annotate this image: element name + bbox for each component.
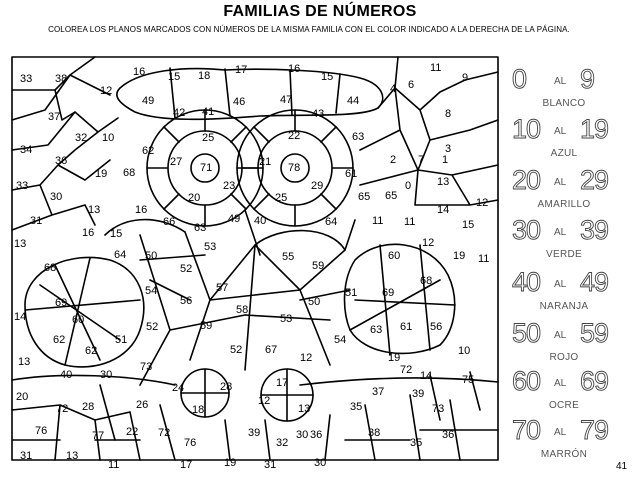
region-number: 9 [462, 72, 469, 84]
legend-item-rojo [508, 316, 620, 366]
region-number: 40 [60, 369, 73, 381]
region-number: 65 [385, 190, 398, 202]
region-number: 23 [223, 180, 236, 192]
region-number: 75 [462, 374, 475, 386]
legend-color-name: OCRE [548, 400, 580, 411]
region-number: 16 [135, 204, 148, 216]
region-number: 12 [258, 395, 271, 407]
region-number: 4 [390, 83, 397, 95]
region-number: 46 [233, 96, 246, 108]
region-number: 13 [66, 450, 79, 462]
legend-item-blanco [508, 62, 620, 112]
region-number: 52 [230, 344, 243, 356]
region-number: 16 [82, 227, 95, 239]
region-number: 49 [228, 213, 241, 225]
region-number: 64 [114, 249, 127, 261]
legend-item-ocre [508, 364, 620, 414]
region-number: 12 [300, 352, 313, 364]
region-number: 22 [288, 130, 301, 142]
range-connector: AL [554, 126, 567, 137]
range-end: 49 [580, 267, 609, 297]
region-number: 20 [16, 391, 29, 403]
region-number: 50 [308, 296, 321, 308]
legend-item-naranja [508, 265, 620, 315]
region-number: 26 [136, 399, 149, 411]
region-number: 16 [288, 63, 301, 75]
region-number: 43 [312, 108, 325, 120]
region-number: 69 [382, 287, 395, 299]
region-number: 15 [462, 219, 475, 231]
legend-color-name: MARRÓN [540, 449, 588, 460]
region-number: 12 [476, 197, 489, 209]
range-end: 59 [580, 318, 609, 348]
region-number: 44 [347, 95, 360, 107]
legend-color-name: ROJO [549, 352, 579, 363]
range-connector: AL [554, 330, 567, 341]
region-number: 53 [280, 313, 293, 325]
range-end: 69 [580, 366, 609, 396]
region-number: 13 [18, 356, 31, 368]
region-number: 72 [400, 364, 413, 376]
region-number: 67 [265, 344, 278, 356]
region-number: 62 [85, 345, 98, 357]
region-number: 12 [100, 85, 113, 97]
region-number: 31 [264, 459, 277, 471]
region-number: 32 [276, 437, 289, 449]
region-number: 71 [200, 162, 213, 174]
region-number: 39 [248, 427, 261, 439]
region-number: 55 [282, 251, 295, 263]
range-start: 20 [512, 165, 541, 195]
region-number: 19 [95, 168, 108, 180]
region-number: 0 [405, 180, 412, 192]
region-number: 35 [350, 401, 363, 413]
region-number: 32 [75, 132, 88, 144]
legend-range [508, 213, 620, 247]
legend-range [508, 112, 620, 146]
legend-item-marron [508, 413, 620, 463]
region-number: 8 [445, 108, 452, 120]
legend-range [508, 364, 620, 398]
region-number: 10 [102, 132, 115, 144]
region-number: 11 [430, 62, 442, 74]
region-number: 3 [445, 143, 452, 155]
region-number: 30 [314, 457, 327, 469]
region-number: 76 [35, 425, 48, 437]
region-number: 56 [180, 295, 193, 307]
region-number: 54 [334, 334, 347, 346]
region-number: 30 [50, 191, 63, 203]
region-number: 61 [345, 168, 358, 180]
instructions: COLOREA LOS PLANOS MARCADOS CON NÚMEROS DE LA MISMA FAMILIA CON EL COLOR INDICADO A LA DERECHA DE LA PÁGINA. [48, 25, 570, 34]
region-number: 22 [126, 426, 139, 438]
region-number: 15 [321, 71, 334, 83]
region-number: 72 [56, 403, 69, 415]
region-number: 53 [204, 241, 217, 253]
region-number: 14 [437, 204, 450, 216]
region-number: 59 [200, 320, 213, 332]
legend-range [508, 62, 620, 96]
region-number: 49 [142, 95, 155, 107]
region-number: 18 [198, 70, 211, 82]
region-number: 20 [188, 192, 201, 204]
region-number: 76 [184, 437, 197, 449]
region-number: 51 [115, 334, 128, 346]
region-number: 63 [370, 324, 383, 336]
region-number: 28 [82, 401, 95, 413]
region-number: 29 [311, 180, 324, 192]
legend-range [508, 163, 620, 197]
range-connector: AL [554, 76, 567, 87]
legend-color-name: AZUL [550, 148, 578, 159]
region-number: 10 [458, 345, 471, 357]
region-number: 66 [163, 216, 176, 228]
region-number: 19 [224, 457, 237, 469]
range-connector: AL [554, 177, 567, 188]
region-number: 63 [194, 222, 207, 234]
legend-item-azul [508, 112, 620, 162]
region-number: 13 [437, 176, 450, 188]
region-number: 21 [259, 156, 272, 168]
region-number: 60 [72, 314, 85, 326]
region-number: 36 [442, 429, 455, 441]
range-start: 30 [512, 215, 541, 245]
region-number: 50 [145, 250, 158, 262]
legend-color-name: AMARILLO [537, 199, 591, 210]
region-number: 72 [158, 427, 171, 439]
region-number: 39 [412, 388, 425, 400]
legend-range [508, 265, 620, 299]
region-number: 73 [140, 361, 153, 373]
region-number: 16 [133, 66, 146, 78]
region-number: 54 [145, 285, 158, 297]
region-number: 57 [216, 282, 229, 294]
region-number: 11 [372, 215, 384, 227]
region-number: 11 [404, 216, 416, 228]
region-number: 59 [312, 260, 325, 272]
region-number: 65 [358, 191, 371, 203]
region-number: 40 [254, 215, 267, 227]
range-start: 70 [512, 415, 541, 445]
region-number: 56 [430, 321, 443, 333]
region-number: 38 [55, 73, 68, 85]
region-number: 17 [235, 64, 248, 76]
region-number: 38 [368, 427, 381, 439]
region-number: 14 [420, 370, 433, 382]
region-number: 35 [410, 437, 423, 449]
range-start: 60 [512, 366, 541, 396]
region-number: 18 [192, 404, 205, 416]
region-number: 31 [30, 215, 43, 227]
region-number: 30 [100, 369, 113, 381]
region-number: 61 [400, 321, 413, 333]
legend-color-name: BLANCO [542, 98, 586, 109]
range-start: 50 [512, 318, 541, 348]
region-number: 15 [168, 71, 181, 83]
region-number: 13 [14, 238, 27, 250]
region-number: 36 [55, 155, 68, 167]
range-end: 29 [580, 165, 609, 195]
region-number: 13 [88, 204, 101, 216]
region-number: 11 [478, 253, 490, 265]
range-end: 9 [580, 64, 595, 94]
region-number: 37 [48, 111, 61, 123]
legend-color-name: VERDE [546, 249, 582, 260]
region-number: 24 [172, 382, 185, 394]
region-number: 33 [20, 73, 33, 85]
range-connector: AL [554, 378, 567, 389]
region-number: 13 [298, 403, 311, 415]
region-number: 68 [420, 275, 433, 287]
region-number: 17 [276, 377, 289, 389]
region-number: 17 [180, 459, 193, 471]
region-number: 11 [108, 459, 120, 471]
region-number: 25 [202, 132, 215, 144]
puzzle-outlines [12, 57, 498, 460]
region-number: 77 [92, 430, 105, 442]
region-number: 58 [236, 304, 249, 316]
legend-color-name: NARANJA [539, 301, 589, 312]
region-number: 19 [453, 250, 466, 262]
region-number: 2 [390, 154, 397, 166]
region-number: 63 [352, 131, 365, 143]
region-number: 19 [388, 352, 401, 364]
region-number: 28 [220, 381, 233, 393]
legend-item-verde [508, 213, 620, 263]
region-number: 14 [14, 311, 27, 323]
range-start: 10 [512, 114, 541, 144]
region-number: 51 [345, 287, 358, 299]
region-number: 62 [142, 145, 155, 157]
range-connector: AL [554, 279, 567, 290]
region-number: 73 [432, 403, 445, 415]
range-start: 40 [512, 267, 541, 297]
range-end: 79 [580, 415, 609, 445]
region-number: 6 [408, 79, 415, 91]
region-number: 52 [180, 263, 193, 275]
region-number: 68 [123, 167, 136, 179]
region-number: 52 [146, 321, 159, 333]
range-connector: AL [554, 427, 567, 438]
legend-item-amarillo [508, 163, 620, 213]
region-number: 69 [55, 297, 68, 309]
region-number-layer [14, 62, 489, 471]
region-number: 30 [296, 429, 309, 441]
region-number: 7 [418, 154, 425, 166]
region-number: 33 [16, 180, 29, 192]
range-end: 39 [580, 215, 609, 245]
region-number: 42 [173, 107, 186, 119]
region-number: 47 [280, 94, 293, 106]
region-number: 25 [275, 192, 288, 204]
region-number: 34 [20, 144, 33, 156]
region-number: 60 [388, 250, 401, 262]
range-connector: AL [554, 227, 567, 238]
legend-range [508, 413, 620, 447]
legend-range [508, 316, 620, 350]
region-number: 15 [110, 228, 123, 240]
region-number: 36 [310, 429, 323, 441]
range-start: 0 [512, 64, 527, 94]
region-number: 12 [422, 237, 435, 249]
region-number: 1 [442, 154, 449, 166]
region-number: 64 [325, 216, 338, 228]
region-number: 27 [170, 156, 183, 168]
range-end: 19 [580, 114, 609, 144]
region-number: 41 [202, 106, 215, 118]
page-title: FAMILIAS DE NÚMEROS [223, 3, 417, 20]
region-number: 37 [372, 386, 385, 398]
region-number: 62 [53, 334, 66, 346]
region-number: 78 [288, 162, 301, 174]
region-number: 31 [20, 450, 33, 462]
region-number: 68 [44, 262, 57, 274]
page-number: 41 [616, 461, 628, 472]
